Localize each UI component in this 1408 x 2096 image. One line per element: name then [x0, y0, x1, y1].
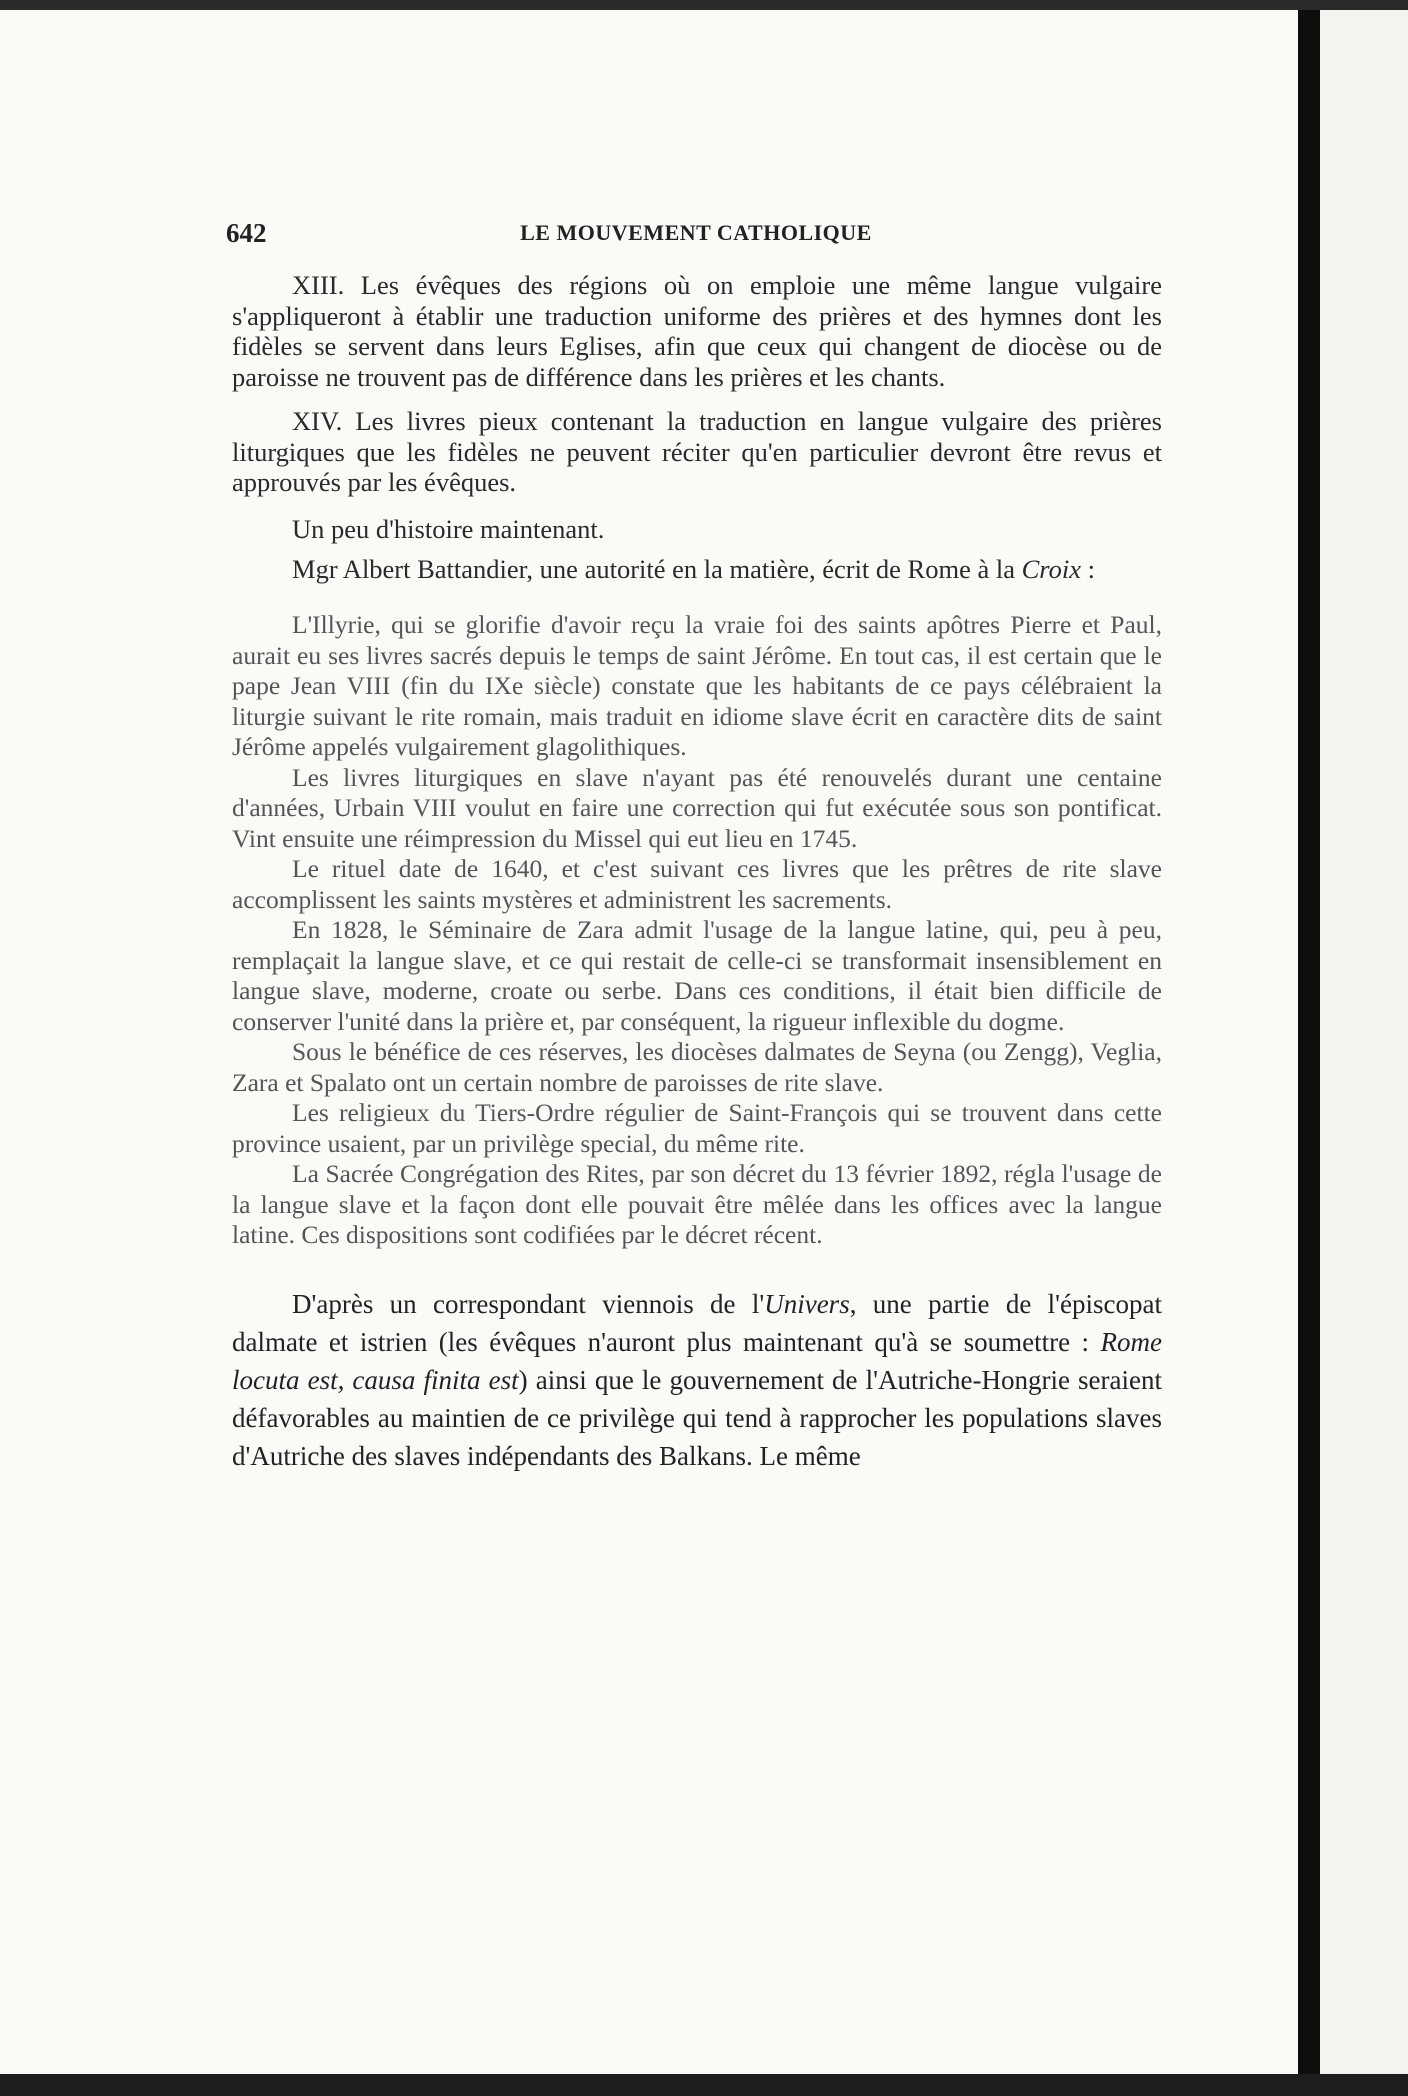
quoted-letter [232, 610, 1162, 1251]
adjacent-page-edge [1320, 10, 1408, 2074]
paragraph-univers-correspondent [232, 1285, 1162, 1475]
paragraph-battandier-text: Mgr Albert Battandier, une autorité en la matière, écrit de Rome à la [292, 554, 1022, 584]
quote-paragraph-congregation: La Sacrée Congrégation des Rites, par son décret du 13 février 1892, régla l'usage de la langue slave et la façon dont elle pouvait être mêlée dans les offices avec la langue latine. Ces dispositions sont codifiées par le décret récent. [232, 1159, 1162, 1249]
paragraph-article-xiii: XIII. Les évêques des régions où on emploie une même langue vulgaire s'appliqueront à établir une traduction uniforme des prières et des hymnes dont les fidèles se servent dans leurs Eglises, afin que ceux qui changent de diocèse ou de paroisse ne trouvent pas de différence dans les prières et les chants. [232, 270, 1162, 392]
paragraph-battandier-colon: : [1081, 554, 1096, 584]
paragraph-battandier-intro [232, 550, 1162, 588]
page-header [226, 218, 1166, 252]
paragraph-history-intro: Un peu d'histoire maintenant. [292, 513, 605, 544]
page-body [232, 270, 1162, 1475]
running-title: LE MOUVEMENT CATHOLIQUE [520, 220, 872, 245]
paragraph-univers-text-b: , une partie de l'épiscopat dalmate et istrien (les évêques n'auront plus maintenant qu'à se soumettre : [232, 1288, 1162, 1357]
quote-paragraph-dioceses: Sous le bénéfice de ces réserves, les diocèses dalmates de Seyna (ou Zengg), Veglia, Zara et Spalato ont un certain nombre de paroisses de rite slave. [232, 1037, 1162, 1097]
page-gutter-shadow [1298, 10, 1320, 2074]
newspaper-title-univers: Univers [764, 1288, 850, 1319]
latin-phrase: Rome locuta est, causa finita est [232, 1326, 1162, 1395]
quote-paragraph-religieux: Les religieux du Tiers-Ordre régulier de Saint-François qui se trouvent dans cette province usaient, par un privilège special, du même rite. [232, 1098, 1162, 1158]
quote-paragraph-illyrie: L'Illyrie, qui se glorifie d'avoir reçu la vraie foi des saints apôtres Pierre et Paul, aurait eu ses livres sacrés depuis le temps de saint Jérôme. En tout cas, il est certain que le pape Jean VIII (fin du IXe siècle) constate que les habitants de ce pays célébraient la liturgie suivant le rite romain, mais traduit en idiome slave écrit en caractère dits de saint Jérôme appelés vulgairement glagolithiques. [232, 610, 1162, 761]
newspaper-title-croix: Croix [1021, 554, 1082, 584]
scan-bottom-edge [0, 2074, 1408, 2096]
quote-paragraph-rituel: Le rituel date de 1640, et c'est suivant ces livres que les prêtres de rite slave accomplissent les saints mystères et administrent les sacrements. [232, 854, 1162, 914]
quote-paragraph-seminaire: En 1828, le Séminaire de Zara admit l'usage de la langue latine, qui, peu à peu, remplaçait la langue slave, et ce qui restait de celle-ci se transformait insensiblement en langue slave, moderne, croate ou serbe. Dans ces conditions, il était bien difficile de conserver l'unité dans la prière et, par conséquent, la rigueur inflexible du dogme. [232, 915, 1162, 1036]
paragraph-article-xiv: XIV. Les livres pieux contenant la traduction en langue vulgaire des prières liturgiques que les fidèles ne peuvent réciter qu'en particulier devront être revus et approuvés par les évêques. [232, 406, 1162, 497]
page-number: 642 [226, 218, 267, 248]
paragraph-univers-text-c: ) ainsi que le gouvernement de l'Autriche-Hongrie seraient défavorables au maintien de ce privilège qui tend à rapprocher les populations slaves d'Autriche des slaves indépendants des Balkans. Le même [232, 1364, 1162, 1471]
paragraph-univers-text-a: D'après un correspondant viennois de l' [292, 1288, 765, 1319]
scan-top-edge [0, 0, 1408, 10]
quote-paragraph-urbain: Les livres liturgiques en slave n'ayant pas été renouvelés durant une centaine d'années, Urbain VIII voulut en faire une correction qui fut exécutée sous son pontificat. Vint ensuite une réimpression du Missel qui eut lieu en 1745. [232, 762, 1162, 853]
